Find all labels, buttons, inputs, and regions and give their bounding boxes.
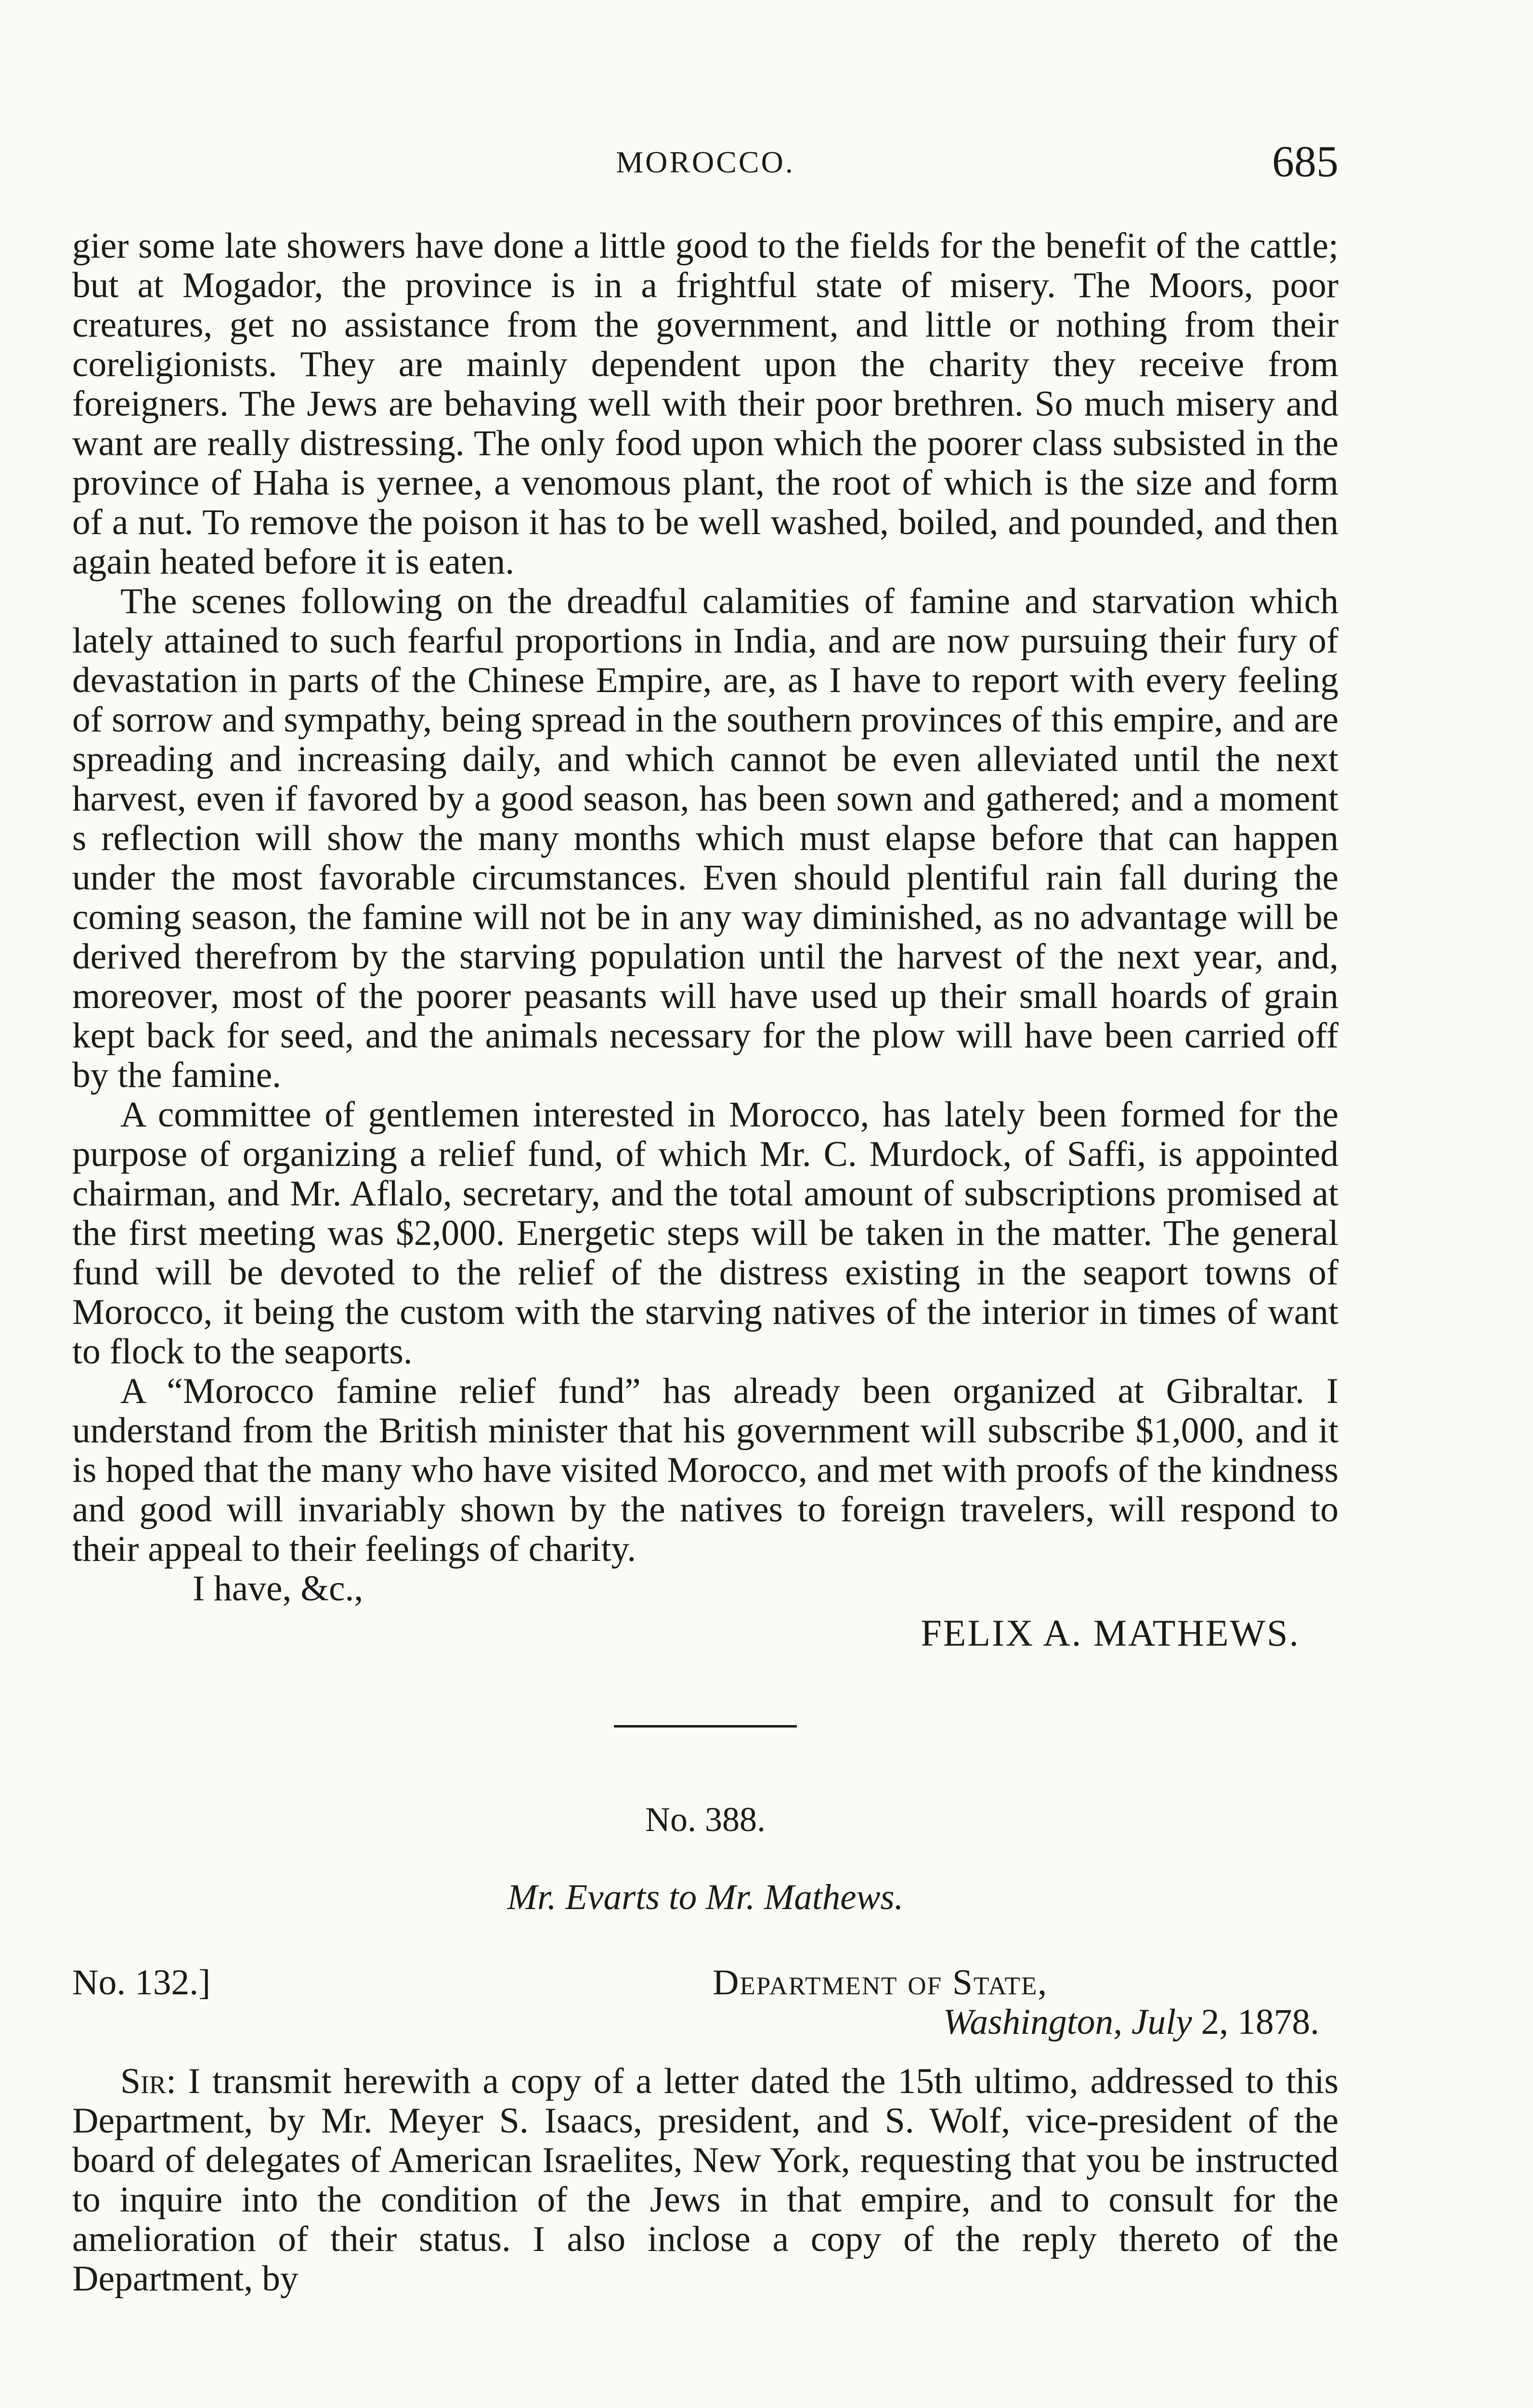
document-title: Mr. Evarts to Mr. Mathews. xyxy=(507,1877,904,1917)
date-place: Washington, July xyxy=(943,2002,1192,2042)
signature: FELIX A. MATHEWS. xyxy=(921,1612,1300,1654)
dateline xyxy=(72,1963,1338,2047)
letter-body xyxy=(72,2062,1338,2299)
page-body xyxy=(72,226,1338,2299)
document-number: No. 388. xyxy=(645,1800,766,1839)
date-line xyxy=(943,2002,1319,2042)
salutation: Sir: xyxy=(120,2061,176,2101)
paragraph-relief-fund: A “Morocco famine relief fund” has already been organized at Gibraltar. I understand from the British minister that his government will subscribe $1,000, and it is hoped that the many who have visited Morocco, and met with proofs of the kindness and good will invariably shown by the natives to foreign travelers, will respond to their appeal to their feelings of charity. xyxy=(72,1371,1338,1569)
section-divider xyxy=(614,1725,797,1727)
date-year: 2, 1878. xyxy=(1201,2002,1319,2042)
page-number: 685 xyxy=(1272,137,1338,186)
paragraph-famine: The scenes following on the dreadful calamities of famine and starvation which lately attained to such fearful proportions in India, and are now pursuing their fury of devastation in parts of the Chinese Empire, are, as I have to report with every feeling of sorrow and sympathy, being spread in the southern provinces of this empire, and are spreading and increasing daily, and which cannot be even alleviated until the next harvest, even if favored by a good season, has been sown and gathered; and a moment s reflection will show the many months which must elapse before that can happen under the most favorable circumstances. Even should plentiful rain fall during the coming season, the famine will not be in any way diminished, as no advantage will be derived therefrom by the starving population until the harvest of the next year, and, moreover, most of the poorer peasants will have used up their small hoards of grain kept back for seed, and the animals necessary for the plow will have been carried off by the famine. xyxy=(72,581,1338,1095)
reference-number: No. 132.] xyxy=(72,1963,211,2002)
department-name: Department of State, xyxy=(713,1963,1048,2002)
paragraph-continued: gier some late showers have done a little good to the fields for the benefit of the cattle; but at Mogador, the province is in a frightful state of misery. The Moors, poor creatures, get no assistance from the government, and little or nothing from their coreligionists. They are mainly dependent upon the charity they receive from foreigners. The Jews are behaving well with their poor brethren. So much misery and want are really distressing. The only food upon which the poorer class subsisted in the province of Haha is yernee, a venomous plant, the root of which is the size and form of a nut. To remove the poison it has to be well washed, boiled, and pounded, and then again heated before it is eaten. xyxy=(72,226,1338,582)
letter-text: I transmit herewith a copy of a letter dated the 15th ultimo, addressed to this Department, by Mr. Meyer S. Isaacs, president, and S. Wolf, vice-president of the board of delegates of American Israelites, New York, requesting that you be instructed to inquire into the condition of the Jews in that empire, and to consult for the amelioration of their status. I also inclose a copy of the reply thereto of the Department, by xyxy=(72,2061,1338,2299)
page-header xyxy=(72,137,1338,197)
paragraph-committee: A committee of gentlemen interested in Morocco, has lately been formed for the purpose of organizing a relief fund, of which Mr. C. Murdock, of Saffi, is appointed chairman, and Mr. Aflalo, secretary, and the total amount of subscriptions promised at the first meeting was $2,000. Energetic steps will be taken in the matter. The general fund will be devoted to the relief of the distress existing in the seaport towns of Morocco, it being the custom with the starving natives of the interior in times of want to flock to the seaports. xyxy=(72,1095,1338,1372)
closing-line: I have, &c., xyxy=(193,1569,364,1609)
running-title: MOROCCO. xyxy=(616,145,795,179)
